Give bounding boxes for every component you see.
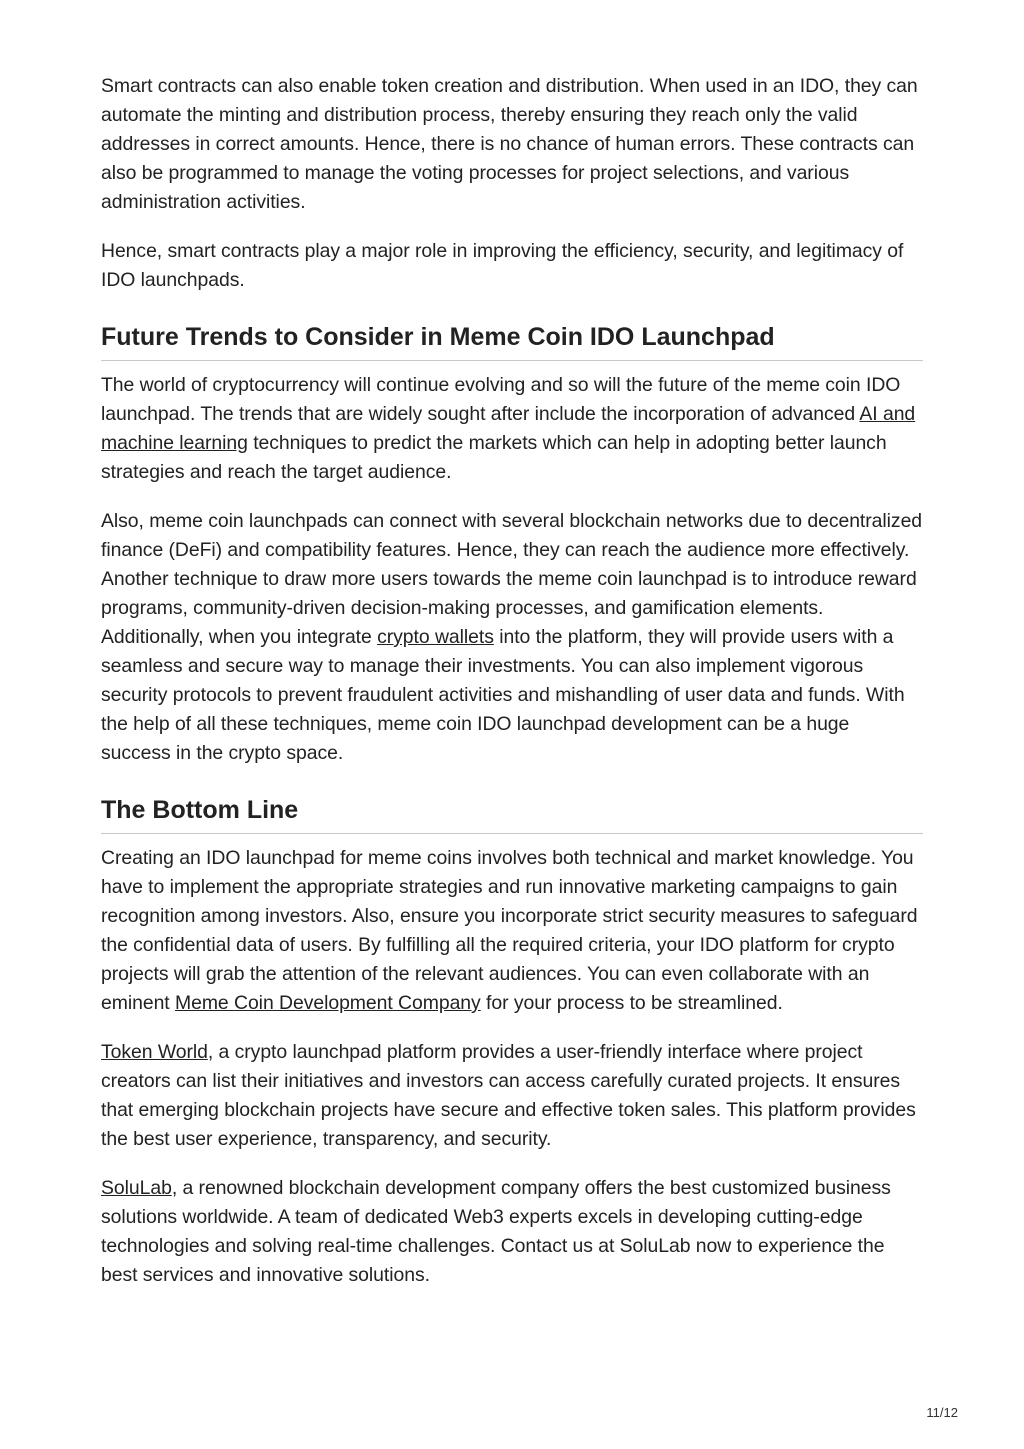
bottom-line-p3-text: , a renowned blockchain development company offers the best customized business solutions worldwide. A team of dedicated Web3 experts excels in developing cutting-edge technologies and solving real-time challenges. Contact us at SoluLab now to experience the best services and innovative solutions. bbox=[101, 1177, 891, 1286]
future-trends-p1-text-a: The world of cryptocurrency will continue evolving and so will the future of the meme coin IDO launchpad. The trends that are widely sought after include the incorporation of advanced bbox=[101, 374, 901, 425]
future-trends-p2-text-b: into the platform, they will provide users with a seamless and secure way to manage their investments. You can also implement vigorous security protocols to prevent fraudulent activities and mishandling of user data and funds. With the help of all these techniques, meme coin IDO launchpad development can be a huge success in the crypto space. bbox=[101, 626, 905, 764]
token-world-link[interactable]: Token World bbox=[101, 1041, 208, 1063]
future-trends-heading-wrap bbox=[101, 321, 923, 361]
bottom-line-paragraph-1 bbox=[101, 844, 923, 1018]
bottom-line-heading: The Bottom Line bbox=[101, 794, 923, 834]
crypto-wallets-link[interactable]: crypto wallets bbox=[377, 626, 494, 648]
future-trends-heading: Future Trends to Consider in Meme Coin IDO Launchpad bbox=[101, 321, 923, 361]
bottom-line-p1-text-b: for your process to be streamlined. bbox=[480, 992, 783, 1014]
intro-paragraph-1: Smart contracts can also enable token creation and distribution. When used in an IDO, they can automate the minting and distribution process, thereby ensuring they reach only the valid addresses in correct amounts. Hence, there is no chance of human errors. These contracts can also be programmed to manage the voting processes for project selections, and various administration activities. bbox=[101, 75, 918, 213]
future-trends-p2-text-a: Also, meme coin launchpads can connect with several blockchain networks due to decentralized finance (DeFi) and compatibility features. Hence, they can reach the audience more effectively. Another technique to draw more users towards the meme coin launchpad is to introduce reward programs, community-driven decision-making processes, and gamification elements. Additionally, when you integrate bbox=[101, 510, 923, 648]
bottom-line-p1-text-a: Creating an IDO launchpad for meme coins involves both technical and market knowledge. You have to implement the appropriate strategies and run innovative marketing campaigns to gain recognition among investors. Also, ensure you incorporate strict security measures to safeguard the confidential data of users. By fulfilling all the required criteria, your IDO platform for crypto projects will grab the attention of the relevant audiences. You can even collaborate with an eminent bbox=[101, 847, 918, 1014]
bottom-line-paragraph-3 bbox=[101, 1174, 923, 1290]
bottom-line-p2-text: , a crypto launchpad platform provides a user-friendly interface where project creators can list their initiatives and investors can access carefully curated projects. It ensures that emerging blockchain projects have secure and effective token sales. This platform provides the best user experience, transparency, and security. bbox=[101, 1041, 916, 1150]
meme-coin-development-company-link[interactable]: Meme Coin Development Company bbox=[174, 992, 481, 1014]
future-trends-paragraph-2 bbox=[101, 507, 923, 768]
intro-paragraph-2: Hence, smart contracts play a major role in improving the efficiency, security, and legitimacy of IDO launchpads. bbox=[101, 240, 904, 291]
future-trends-paragraph-1 bbox=[101, 371, 923, 487]
ai-ml-link[interactable]: AI and machine learning bbox=[101, 403, 916, 454]
bottom-line-heading-wrap bbox=[101, 794, 923, 834]
document-page bbox=[101, 72, 923, 1310]
future-trends-p1-text-b: techniques to predict the markets which can help in adopting better launch strategies and reach the target audience. bbox=[101, 432, 887, 483]
solulab-link[interactable]: SoluLab bbox=[101, 1177, 172, 1199]
bottom-line-paragraph-2 bbox=[101, 1038, 923, 1154]
page-number: 11/12 bbox=[926, 1405, 958, 1420]
